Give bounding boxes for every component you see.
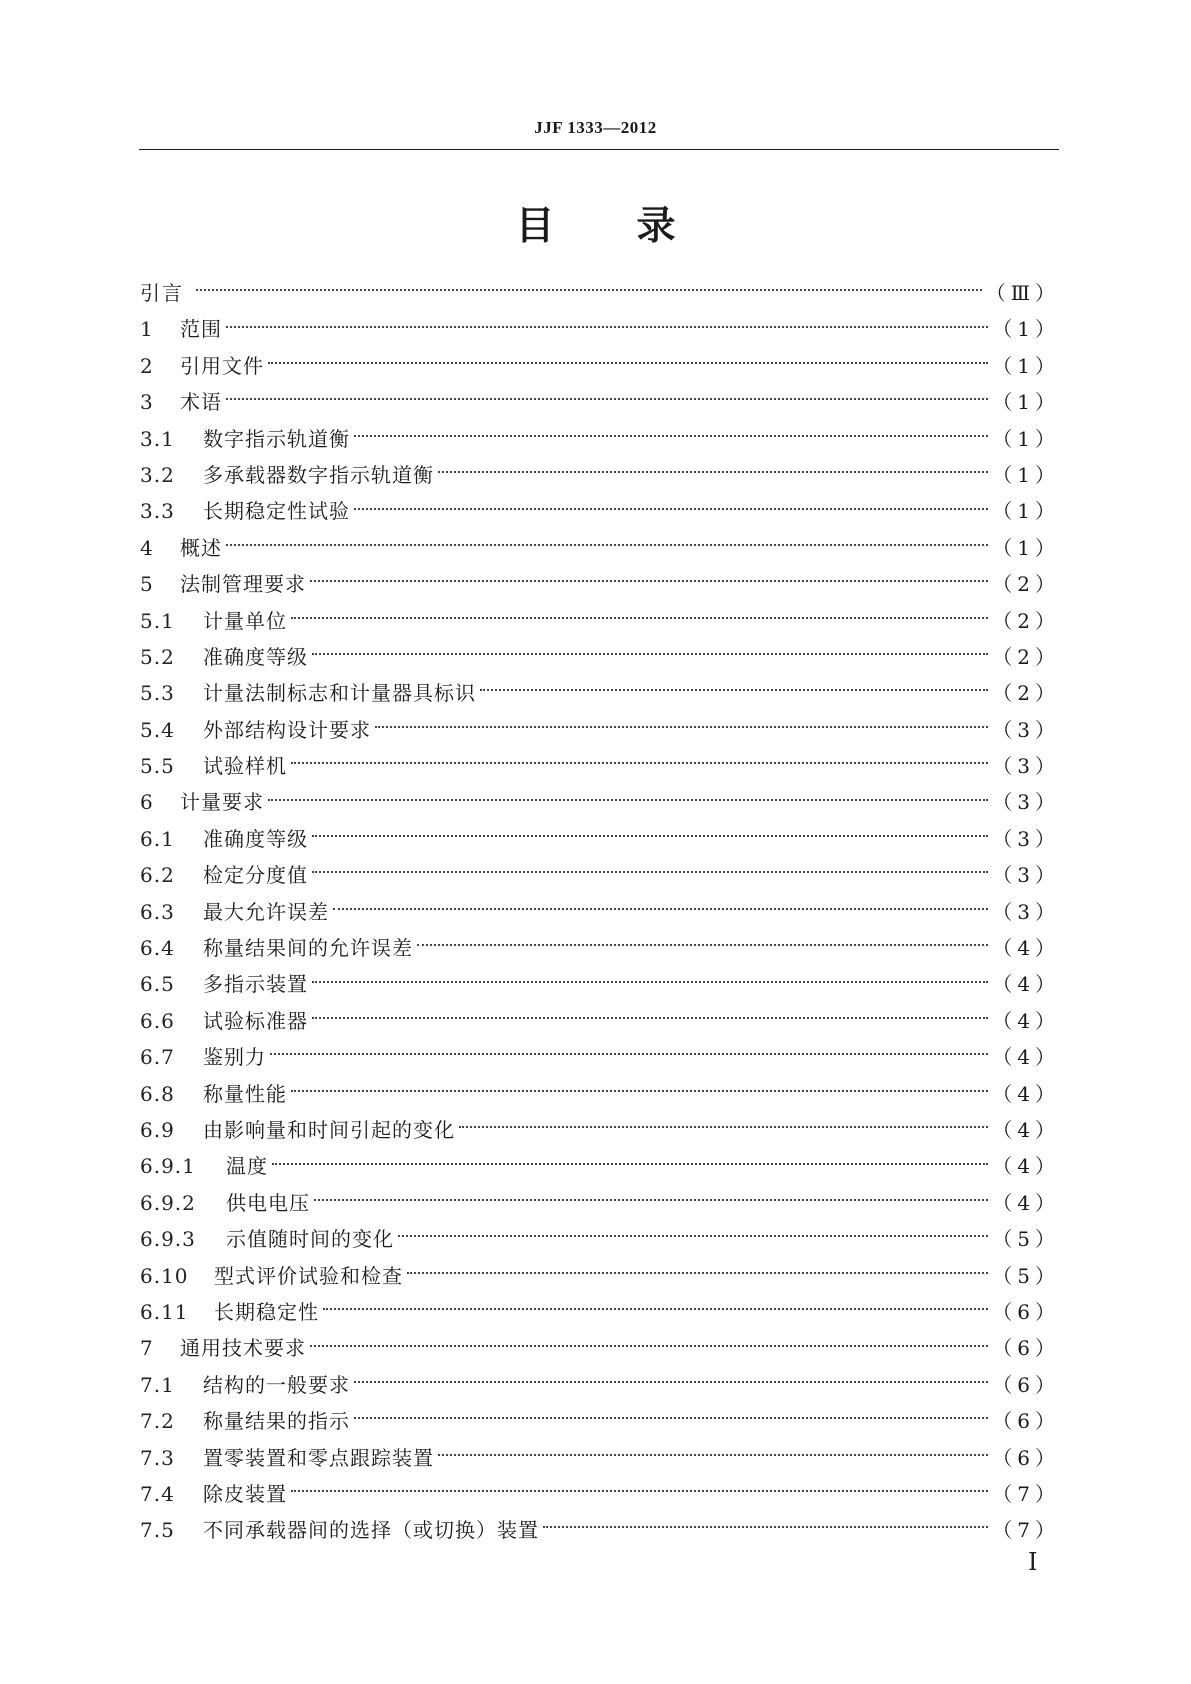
toc-entry[interactable]	[140, 1405, 1060, 1441]
toc-entry-number: 6.7	[140, 1045, 175, 1070]
toc-entry-title: 鉴别力	[203, 1045, 266, 1070]
toc-entry-page: （5）	[992, 1263, 1060, 1288]
toc-entry-number: 6	[140, 790, 154, 815]
toc-entry-page: （1）	[992, 353, 1060, 378]
toc-dot-leader	[226, 544, 988, 546]
toc-entry-page: （1）	[992, 499, 1060, 524]
toc-dot-leader	[268, 362, 988, 364]
toc-entry-title: 由影响量和时间引起的变化	[203, 1117, 455, 1142]
toc-entry[interactable]	[140, 277, 1060, 313]
toc-entry-number: 3	[140, 390, 154, 415]
toc-entry-number: 6.5	[140, 972, 175, 997]
toc-entry-number: 5.4	[140, 717, 175, 742]
toc-entry[interactable]	[140, 1150, 1060, 1186]
toc-entry-page: （3）	[992, 863, 1060, 888]
toc-entry[interactable]	[140, 968, 1060, 1004]
toc-dot-leader	[196, 289, 982, 291]
toc-entry[interactable]	[140, 459, 1060, 495]
toc-entry-page: （3）	[992, 717, 1060, 742]
toc-dot-leader	[333, 908, 988, 910]
toc-entry-number: 5.2	[140, 644, 175, 669]
toc-dot-leader	[354, 1417, 988, 1419]
toc-entry-title: 试验样机	[203, 754, 287, 779]
toc-entry[interactable]	[140, 1187, 1060, 1223]
table-of-contents	[140, 277, 1060, 1551]
toc-entry[interactable]	[140, 1514, 1060, 1550]
toc-entry-number: 7.4	[140, 1481, 175, 1506]
toc-entry-page: （1）	[992, 317, 1060, 342]
toc-entry-number: 6.1	[140, 826, 175, 851]
toc-entry-title: 概述	[180, 535, 222, 560]
toc-dot-leader	[375, 726, 988, 728]
toc-entry[interactable]	[140, 568, 1060, 604]
toc-entry-page: （4）	[992, 1154, 1060, 1179]
toc-entry-title: 术语	[180, 390, 222, 415]
toc-entry-number: 6.11	[140, 1299, 189, 1324]
toc-dot-leader	[291, 762, 988, 764]
toc-entry-number: 6.9	[140, 1117, 175, 1142]
toc-dot-leader	[291, 617, 988, 619]
toc-entry-number: 6.8	[140, 1081, 175, 1106]
toc-entry-number: 5.3	[140, 681, 175, 706]
toc-entry-title: 供电电压	[226, 1190, 310, 1215]
toc-entry-title: 称量结果的指示	[203, 1409, 350, 1434]
toc-dot-leader	[438, 471, 988, 473]
toc-dot-leader	[459, 1126, 988, 1128]
toc-entry[interactable]	[140, 1478, 1060, 1514]
toc-entry[interactable]	[140, 1005, 1060, 1041]
toc-entry-title: 不同承载器间的选择（或切换）装置	[203, 1518, 539, 1543]
toc-entry-page: （1）	[992, 426, 1060, 451]
toc-entry[interactable]	[140, 1223, 1060, 1259]
header-rule	[139, 149, 1059, 150]
toc-entry[interactable]	[140, 313, 1060, 349]
toc-entry-page: （Ⅲ）	[985, 281, 1060, 305]
toc-entry-title: 置零装置和零点跟踪装置	[203, 1445, 434, 1470]
toc-dot-leader	[312, 981, 988, 983]
toc-entry[interactable]	[140, 350, 1060, 386]
toc-dot-leader	[417, 944, 988, 946]
toc-entry[interactable]	[140, 677, 1060, 713]
toc-entry[interactable]	[140, 750, 1060, 786]
toc-entry-title: 结构的一般要求	[203, 1372, 350, 1397]
toc-entry-page: （2）	[992, 644, 1060, 669]
toc-entry-title: 引言	[140, 281, 184, 305]
toc-entry-page: （1）	[992, 535, 1060, 560]
toc-entry-number: 7.5	[140, 1518, 175, 1543]
toc-entry-title: 法制管理要求	[180, 572, 306, 597]
toc-entry-number: 6.3	[140, 899, 175, 924]
toc-dot-leader	[226, 398, 988, 400]
toc-entry-page: （1）	[992, 462, 1060, 487]
toc-entry-title: 准确度等级	[203, 826, 308, 851]
toc-entry-page: （6）	[992, 1372, 1060, 1397]
toc-entry-page: （6）	[992, 1445, 1060, 1470]
toc-entry-page: （4）	[992, 1045, 1060, 1070]
toc-dot-leader	[270, 1053, 988, 1055]
toc-dot-leader	[314, 1199, 988, 1201]
toc-entry[interactable]	[140, 932, 1060, 968]
toc-entry-page: （4）	[992, 936, 1060, 961]
toc-entry-page: （7）	[992, 1481, 1060, 1506]
toc-entry[interactable]	[140, 859, 1060, 895]
toc-dot-leader	[407, 1272, 988, 1274]
toc-entry-title: 准确度等级	[203, 644, 308, 669]
toc-entry[interactable]	[140, 1442, 1060, 1478]
toc-entry-number: 5	[140, 572, 154, 597]
toc-dot-leader	[312, 1017, 988, 1019]
toc-entry-title: 示值随时间的变化	[226, 1227, 394, 1252]
page-title-part2: 录	[636, 204, 676, 249]
toc-entry-number: 6.6	[140, 1008, 175, 1033]
toc-entry-page: （4）	[992, 972, 1060, 997]
toc-entry-page: （6）	[992, 1336, 1060, 1361]
toc-dot-leader	[312, 653, 988, 655]
toc-entry-title: 数字指示轨道衡	[203, 426, 350, 451]
toc-entry[interactable]	[140, 1041, 1060, 1077]
toc-entry-page: （3）	[992, 790, 1060, 815]
toc-entry-number: 7.1	[140, 1372, 175, 1397]
toc-entry[interactable]	[140, 605, 1060, 641]
document-code-header: JJF 1333—2012	[534, 118, 657, 137]
toc-dot-leader	[310, 580, 988, 582]
toc-entry[interactable]	[140, 1332, 1060, 1368]
toc-entry-page: （4）	[992, 1081, 1060, 1106]
toc-dot-leader	[323, 1308, 988, 1310]
toc-entry-page: （4）	[992, 1008, 1060, 1033]
toc-entry-title: 长期稳定性试验	[203, 499, 350, 524]
toc-entry-page: （2）	[992, 572, 1060, 597]
toc-entry-title: 温度	[226, 1154, 268, 1179]
page-title	[0, 195, 1191, 251]
toc-entry[interactable]	[140, 1369, 1060, 1405]
toc-entry-title: 称量性能	[203, 1081, 287, 1106]
toc-entry[interactable]	[140, 532, 1060, 568]
toc-entry-title: 计量单位	[203, 608, 287, 633]
toc-entry[interactable]	[140, 1078, 1060, 1114]
toc-dot-leader	[354, 508, 988, 510]
toc-dot-leader	[272, 1163, 988, 1165]
toc-entry-page: （7）	[992, 1518, 1060, 1543]
toc-entry-number: 4	[140, 535, 154, 560]
toc-entry-number: 3.2	[140, 462, 175, 487]
toc-entry-page: （3）	[992, 899, 1060, 924]
toc-entry[interactable]	[140, 896, 1060, 932]
toc-entry-number: 6.9.2	[140, 1190, 196, 1215]
toc-dot-leader	[438, 1454, 988, 1456]
toc-entry[interactable]	[140, 786, 1060, 822]
toc-dot-leader	[312, 835, 988, 837]
toc-entry[interactable]	[140, 641, 1060, 677]
toc-entry-title: 试验标准器	[203, 1008, 308, 1033]
toc-entry-number: 6.4	[140, 936, 175, 961]
page-title-part1: 目	[515, 204, 555, 249]
toc-entry-title: 引用文件	[180, 353, 264, 378]
toc-entry[interactable]	[140, 1296, 1060, 1332]
toc-entry-page: （1）	[992, 390, 1060, 415]
toc-entry[interactable]	[140, 1114, 1060, 1150]
toc-entry-number: 3.3	[140, 499, 175, 524]
toc-entry-page: （6）	[992, 1409, 1060, 1434]
toc-entry-number: 5.1	[140, 608, 175, 633]
toc-entry-number: 7	[140, 1336, 154, 1361]
toc-entry-title: 通用技术要求	[180, 1336, 306, 1361]
toc-entry-number: 2	[140, 353, 154, 378]
toc-entry-title: 计量要求	[180, 790, 264, 815]
toc-entry-title: 称量结果间的允许误差	[203, 936, 413, 961]
toc-entry-number: 5.5	[140, 754, 175, 779]
toc-entry[interactable]	[140, 714, 1060, 750]
toc-entry-number: 6.10	[140, 1263, 189, 1288]
toc-entry[interactable]	[140, 823, 1060, 859]
toc-entry-title: 检定分度值	[203, 863, 308, 888]
toc-entry-title: 型式评价试验和检查	[214, 1263, 403, 1288]
toc-entry[interactable]	[140, 1260, 1060, 1296]
toc-entry-page: （3）	[992, 754, 1060, 779]
toc-dot-leader	[398, 1235, 988, 1237]
page-number: Ⅰ	[1028, 1550, 1038, 1576]
toc-entry-number: 7.3	[140, 1445, 175, 1470]
toc-entry-number: 6.9.3	[140, 1227, 196, 1252]
toc-entry-title: 多指示装置	[203, 972, 308, 997]
toc-dot-leader	[310, 1345, 988, 1347]
toc-entry-number: 1	[140, 317, 154, 342]
toc-entry-number: 7.2	[140, 1409, 175, 1434]
toc-dot-leader	[312, 871, 988, 873]
toc-entry-number: 3.1	[140, 426, 175, 451]
toc-dot-leader	[291, 1090, 988, 1092]
toc-dot-leader	[291, 1490, 988, 1492]
toc-entry-page: （4）	[992, 1117, 1060, 1142]
toc-dot-leader	[480, 689, 988, 691]
toc-entry-title: 长期稳定性	[214, 1299, 319, 1324]
toc-entry-page: （6）	[992, 1299, 1060, 1324]
toc-dot-leader	[226, 326, 988, 328]
toc-entry-page: （4）	[992, 1190, 1060, 1215]
toc-dot-leader	[354, 435, 988, 437]
toc-entry-page: （2）	[992, 681, 1060, 706]
toc-entry-page: （3）	[992, 826, 1060, 851]
toc-entry[interactable]	[140, 423, 1060, 459]
toc-entry-title: 计量法制标志和计量器具标识	[203, 681, 476, 706]
toc-entry[interactable]	[140, 386, 1060, 422]
toc-entry-page: （2）	[992, 608, 1060, 633]
toc-entry-number: 6.2	[140, 863, 175, 888]
toc-entry-title: 最大允许误差	[203, 899, 329, 924]
toc-entry-title: 范围	[180, 317, 222, 342]
toc-entry-title: 除皮装置	[203, 1481, 287, 1506]
toc-dot-leader	[543, 1526, 988, 1528]
toc-entry[interactable]	[140, 495, 1060, 531]
toc-entry-title: 多承载器数字指示轨道衡	[203, 462, 434, 487]
toc-entry-number: 6.9.1	[140, 1154, 196, 1179]
toc-entry-page: （5）	[992, 1227, 1060, 1252]
toc-entry-title: 外部结构设计要求	[203, 717, 371, 742]
toc-dot-leader	[268, 799, 988, 801]
toc-dot-leader	[354, 1381, 988, 1383]
